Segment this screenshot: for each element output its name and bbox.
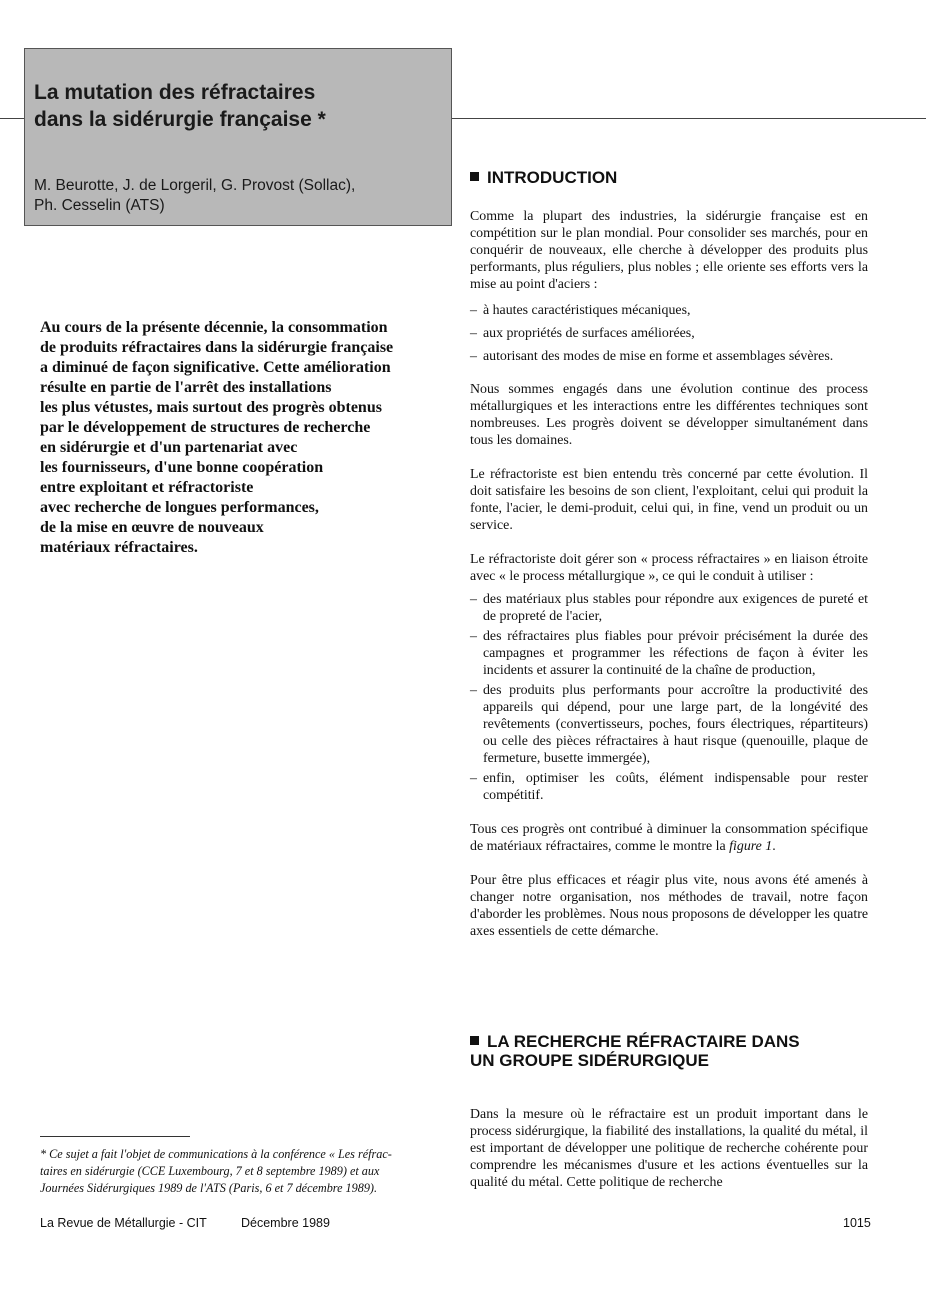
- abstract-line: avec recherche de longues performances,: [40, 499, 319, 516]
- author-line: Ph. Cesselin (ATS): [34, 197, 165, 214]
- list-item: – enfin, optimiser les coûts, élément indispensable pour rester compétitif.: [470, 771, 868, 803]
- abstract-line: matériaux réfractaires.: [40, 539, 198, 556]
- research-text: [470, 1106, 868, 1191]
- paragraph: Dans la mesure où le réfractaire est un produit important dans le process sidérurgique, la fiabilité des installations, la qualité du métal, il est important de développer une politique de recherche cohérente pour comprendre les mécanismes d'usure et les actions éventuelles sur la qualité du métal. Cette politique de recherche: [470, 1107, 868, 1190]
- title-box: [24, 48, 452, 226]
- abstract-line: les fournisseurs, d'une bonne coopération: [40, 459, 324, 476]
- footnote-rule: [40, 1136, 190, 1137]
- list-item: – des matériaux plus stables pour répondre aux exigences de pureté et de propreté de l'acier,: [470, 592, 868, 624]
- footnote: [40, 1146, 440, 1197]
- abstract-line: en sidérurgie et d'un partenariat avec: [40, 439, 298, 456]
- author-list: [34, 176, 355, 216]
- abstract-line: de la mise en œuvre de nouveaux: [40, 519, 264, 536]
- article-title: [34, 79, 326, 133]
- abstract-line: a diminué de façon significative. Cette amélioration: [40, 359, 391, 376]
- paragraph: Nous sommes engagés dans une évolution continue des process métallurgiques et les interactions entre les différentes techniques sont nombreuses. Les progrès doivent se développer simultanément dans tous les domaines.: [470, 382, 868, 448]
- abstract-line: de produits réfractaires dans la sidérurgie française: [40, 339, 394, 356]
- paragraph: Comme la plupart des industries, la sidérurgie française est en compétition sur le plan mondial. Pour consolider ses marchés, pour en conquérir de nouveaux, elle cherche à développer des produits plus performants, plus réguliers, plus nobles ; elle oriente ses efforts vers la mise au point d'aciers :: [470, 209, 868, 292]
- abstract-line: Au cours de la présente décennie, la consommation: [40, 319, 388, 336]
- abstract-line: par le développement de structures de recherche: [40, 419, 371, 436]
- abstract-line: entre exploitant et réfractoriste: [40, 479, 254, 496]
- list: [470, 302, 868, 365]
- list-item: – des réfractaires plus fiables pour prévoir précisément la durée des campagnes et programmer les réfections de façon à éviter les incidents et assurer la continuité de la chaîne de production,: [470, 629, 868, 678]
- abstract-line: les plus vétustes, mais surtout des progrès obtenus: [40, 399, 382, 416]
- page-number: 1015: [843, 1216, 871, 1230]
- intro-text: [470, 208, 868, 940]
- section-heading-introduction: [470, 168, 617, 187]
- footnote-line: * Ce sujet a fait l'objet de communications à la conférence « Les réfrac-: [40, 1147, 392, 1161]
- header-rule-right: [452, 118, 926, 119]
- abstract: [40, 318, 450, 558]
- footnote-line: Journées Sidérurgiques 1989 de l'ATS (Paris, 6 et 7 décembre 1989).: [40, 1181, 378, 1195]
- header-rule-left: [0, 118, 24, 119]
- section-heading-text: UN GROUPE SIDÉRURGIQUE: [470, 1051, 709, 1070]
- list: [470, 591, 868, 804]
- journal-name: La Revue de Métallurgie - CIT: [40, 1216, 207, 1230]
- list-item: – des produits plus performants pour accroître la productivité des appareils qui dépend, pour une large part, de la longévité des revêtements (convertisseurs, poches, fours électriques, répartiteurs) ou celle des pièces réfractaires à haut risque (quenouille, plaque de fermeture, busette immergée),: [470, 683, 868, 766]
- list-item: – aux propriétés de surfaces améliorées,: [470, 326, 695, 341]
- section-heading-text: INTRODUCTION: [487, 168, 618, 187]
- title-line: dans la sidérurgie française *: [34, 108, 326, 131]
- author-line: M. Beurotte, J. de Lorgeril, G. Provost (Sollac),: [34, 177, 356, 194]
- bullet-square-icon: [470, 1036, 479, 1045]
- list-item: – autorisant des modes de mise en forme et assemblages sévères.: [470, 349, 834, 364]
- paragraph: Tous ces progrès ont contribué à diminuer la consommation spécifique de matériaux réfractaires, comme le montre la figure 1.: [470, 822, 868, 854]
- section-heading-text: LA RECHERCHE RÉFRACTAIRE DANS: [487, 1032, 800, 1051]
- paragraph: Le réfractoriste doit gérer son « process réfractaires » en liaison étroite avec « le process métallurgique », ce qui le conduit à utiliser :: [470, 552, 868, 584]
- paragraph: Le réfractoriste est bien entendu très concerné par cette évolution. Il doit satisfaire les besoins de son client, l'exploitant, celui qui produit la fonte, l'acier, le demi-produit, celui qui, in fine, vend un produit ou un service.: [470, 467, 868, 533]
- bullet-square-icon: [470, 172, 479, 181]
- figure-reference: figure 1: [729, 839, 773, 854]
- footnote-line: taires en sidérurgie (CCE Luxembourg, 7 et 8 septembre 1989) et aux: [40, 1164, 380, 1178]
- list-item: – à hautes caractéristiques mécaniques,: [470, 303, 691, 318]
- issue-date: Décembre 1989: [241, 1216, 330, 1230]
- abstract-line: résulte en partie de l'arrêt des installations: [40, 379, 332, 396]
- section-heading-research: [470, 1032, 800, 1070]
- paragraph: Pour être plus efficaces et réagir plus vite, nous avons été amenés à changer notre organisation, nos méthodes de travail, notre façon d'aborder les problèmes. Nous nous proposons de développer les quatre axes essentiels de cette démarche.: [470, 873, 868, 939]
- title-line: La mutation des réfractaires: [34, 81, 316, 104]
